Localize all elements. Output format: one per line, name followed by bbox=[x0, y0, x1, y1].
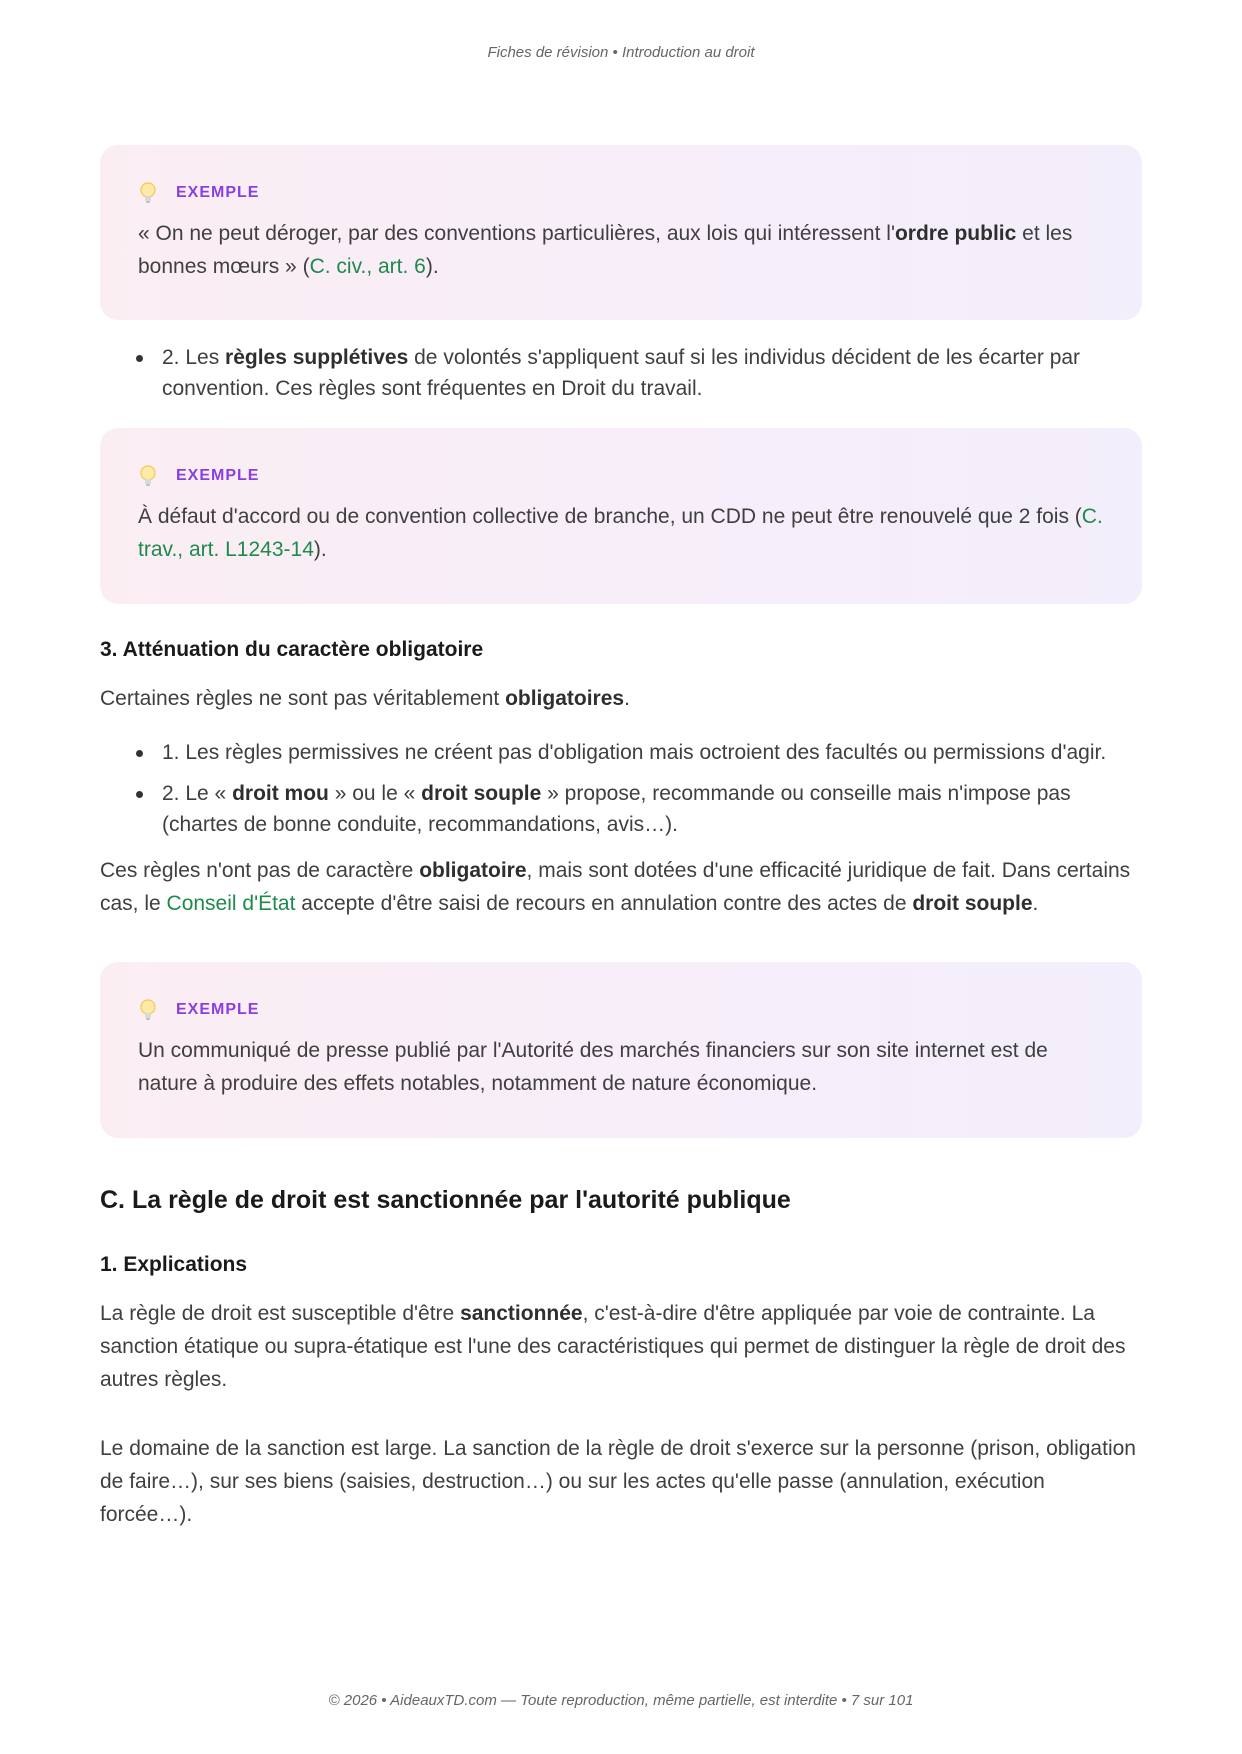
section-title: C. La règle de droit est sanctionnée par l'autorité publique bbox=[100, 1186, 791, 1214]
list-item: 2. Le « droit mou » ou le « droit souple » propose, recommande ou conseille mais n'impose pas (chartes de bonne conduite, recommandations, avis…). bbox=[162, 778, 1142, 840]
callout-tag: EXEMPLE bbox=[176, 184, 260, 201]
paragraph: Ces règles n'ont pas de caractère obligatoire, mais sont dotées d'une efficacité juridique de fait. Dans certains cas, le Conseil d'État accepte d'être saisi de recours en annulation contre des actes de droit souple. bbox=[100, 859, 1131, 915]
callout-tag: EXEMPLE bbox=[176, 467, 260, 484]
callout-text: À défaut d'accord ou de convention collective de branche, un CDD ne peut être renouvelé que 2 fois (C. trav., art. L1243-14). bbox=[138, 505, 1103, 561]
lightbulb-icon bbox=[138, 464, 158, 488]
example-callout bbox=[100, 962, 1142, 1138]
legal-reference-link[interactable]: C. civ., art. 6 bbox=[309, 255, 426, 278]
subsection-heading: 1. Explications bbox=[100, 1253, 248, 1276]
list-item: 1. Les règles permissives ne créent pas d'obligation mais octroient des facultés ou permissions d'agir. bbox=[162, 737, 1142, 768]
bullet-list bbox=[100, 342, 1142, 404]
section-heading: 3. Atténuation du caractère obligatoire bbox=[100, 638, 484, 661]
conseil-etat-link[interactable]: Conseil d'État bbox=[166, 892, 296, 915]
page-footer: © 2026 • AideauxTD.com — Toute reproduction, même partielle, est interdite • 7 sur 101 bbox=[328, 1692, 914, 1709]
list-item: 2. Les règles supplétives de volontés s'appliquent sauf si les individus décident de les écarter par convention. Ces règles sont fréquentes en Droit du travail. bbox=[162, 342, 1142, 404]
page-content bbox=[100, 145, 1142, 1531]
lightbulb-icon bbox=[138, 181, 158, 205]
paragraph: La règle de droit est susceptible d'être sanctionnée, c'est-à-dire d'être appliquée par voie de contrainte. La sanction étatique ou supra-étatique est l'une des caractéristiques qui permet de distinguer la règle de droit des autres règles. bbox=[100, 1302, 1126, 1391]
callout-text: Un communiqué de presse publié par l'Autorité des marchés financiers sur son site internet est de nature à produire des effets notables, notamment de nature économique. bbox=[138, 1039, 1048, 1095]
example-callout bbox=[100, 428, 1142, 604]
legal-reference-link[interactable]: C. trav., art. L1243-14 bbox=[138, 505, 1103, 561]
bullet-list bbox=[100, 737, 1142, 840]
lightbulb-icon bbox=[138, 998, 158, 1022]
paragraph: Certaines règles ne sont pas véritablement obligatoires. bbox=[100, 687, 630, 710]
paragraph: Le domaine de la sanction est large. La sanction de la règle de droit s'exerce sur la personne (prison, obligation de faire…), sur ses biens (saisies, destruction…) ou sur les actes qu'elle passe (annulation, exécution forcée…). bbox=[100, 1437, 1136, 1526]
callout-text: « On ne peut déroger, par des conventions particulières, aux lois qui intéressent l'ordre public et les bonnes mœurs » (C. civ., art. 6). bbox=[138, 222, 1073, 278]
callout-tag: EXEMPLE bbox=[176, 1001, 260, 1018]
page-header: Fiches de révision • Introduction au droit bbox=[487, 44, 755, 61]
example-callout bbox=[100, 145, 1142, 320]
